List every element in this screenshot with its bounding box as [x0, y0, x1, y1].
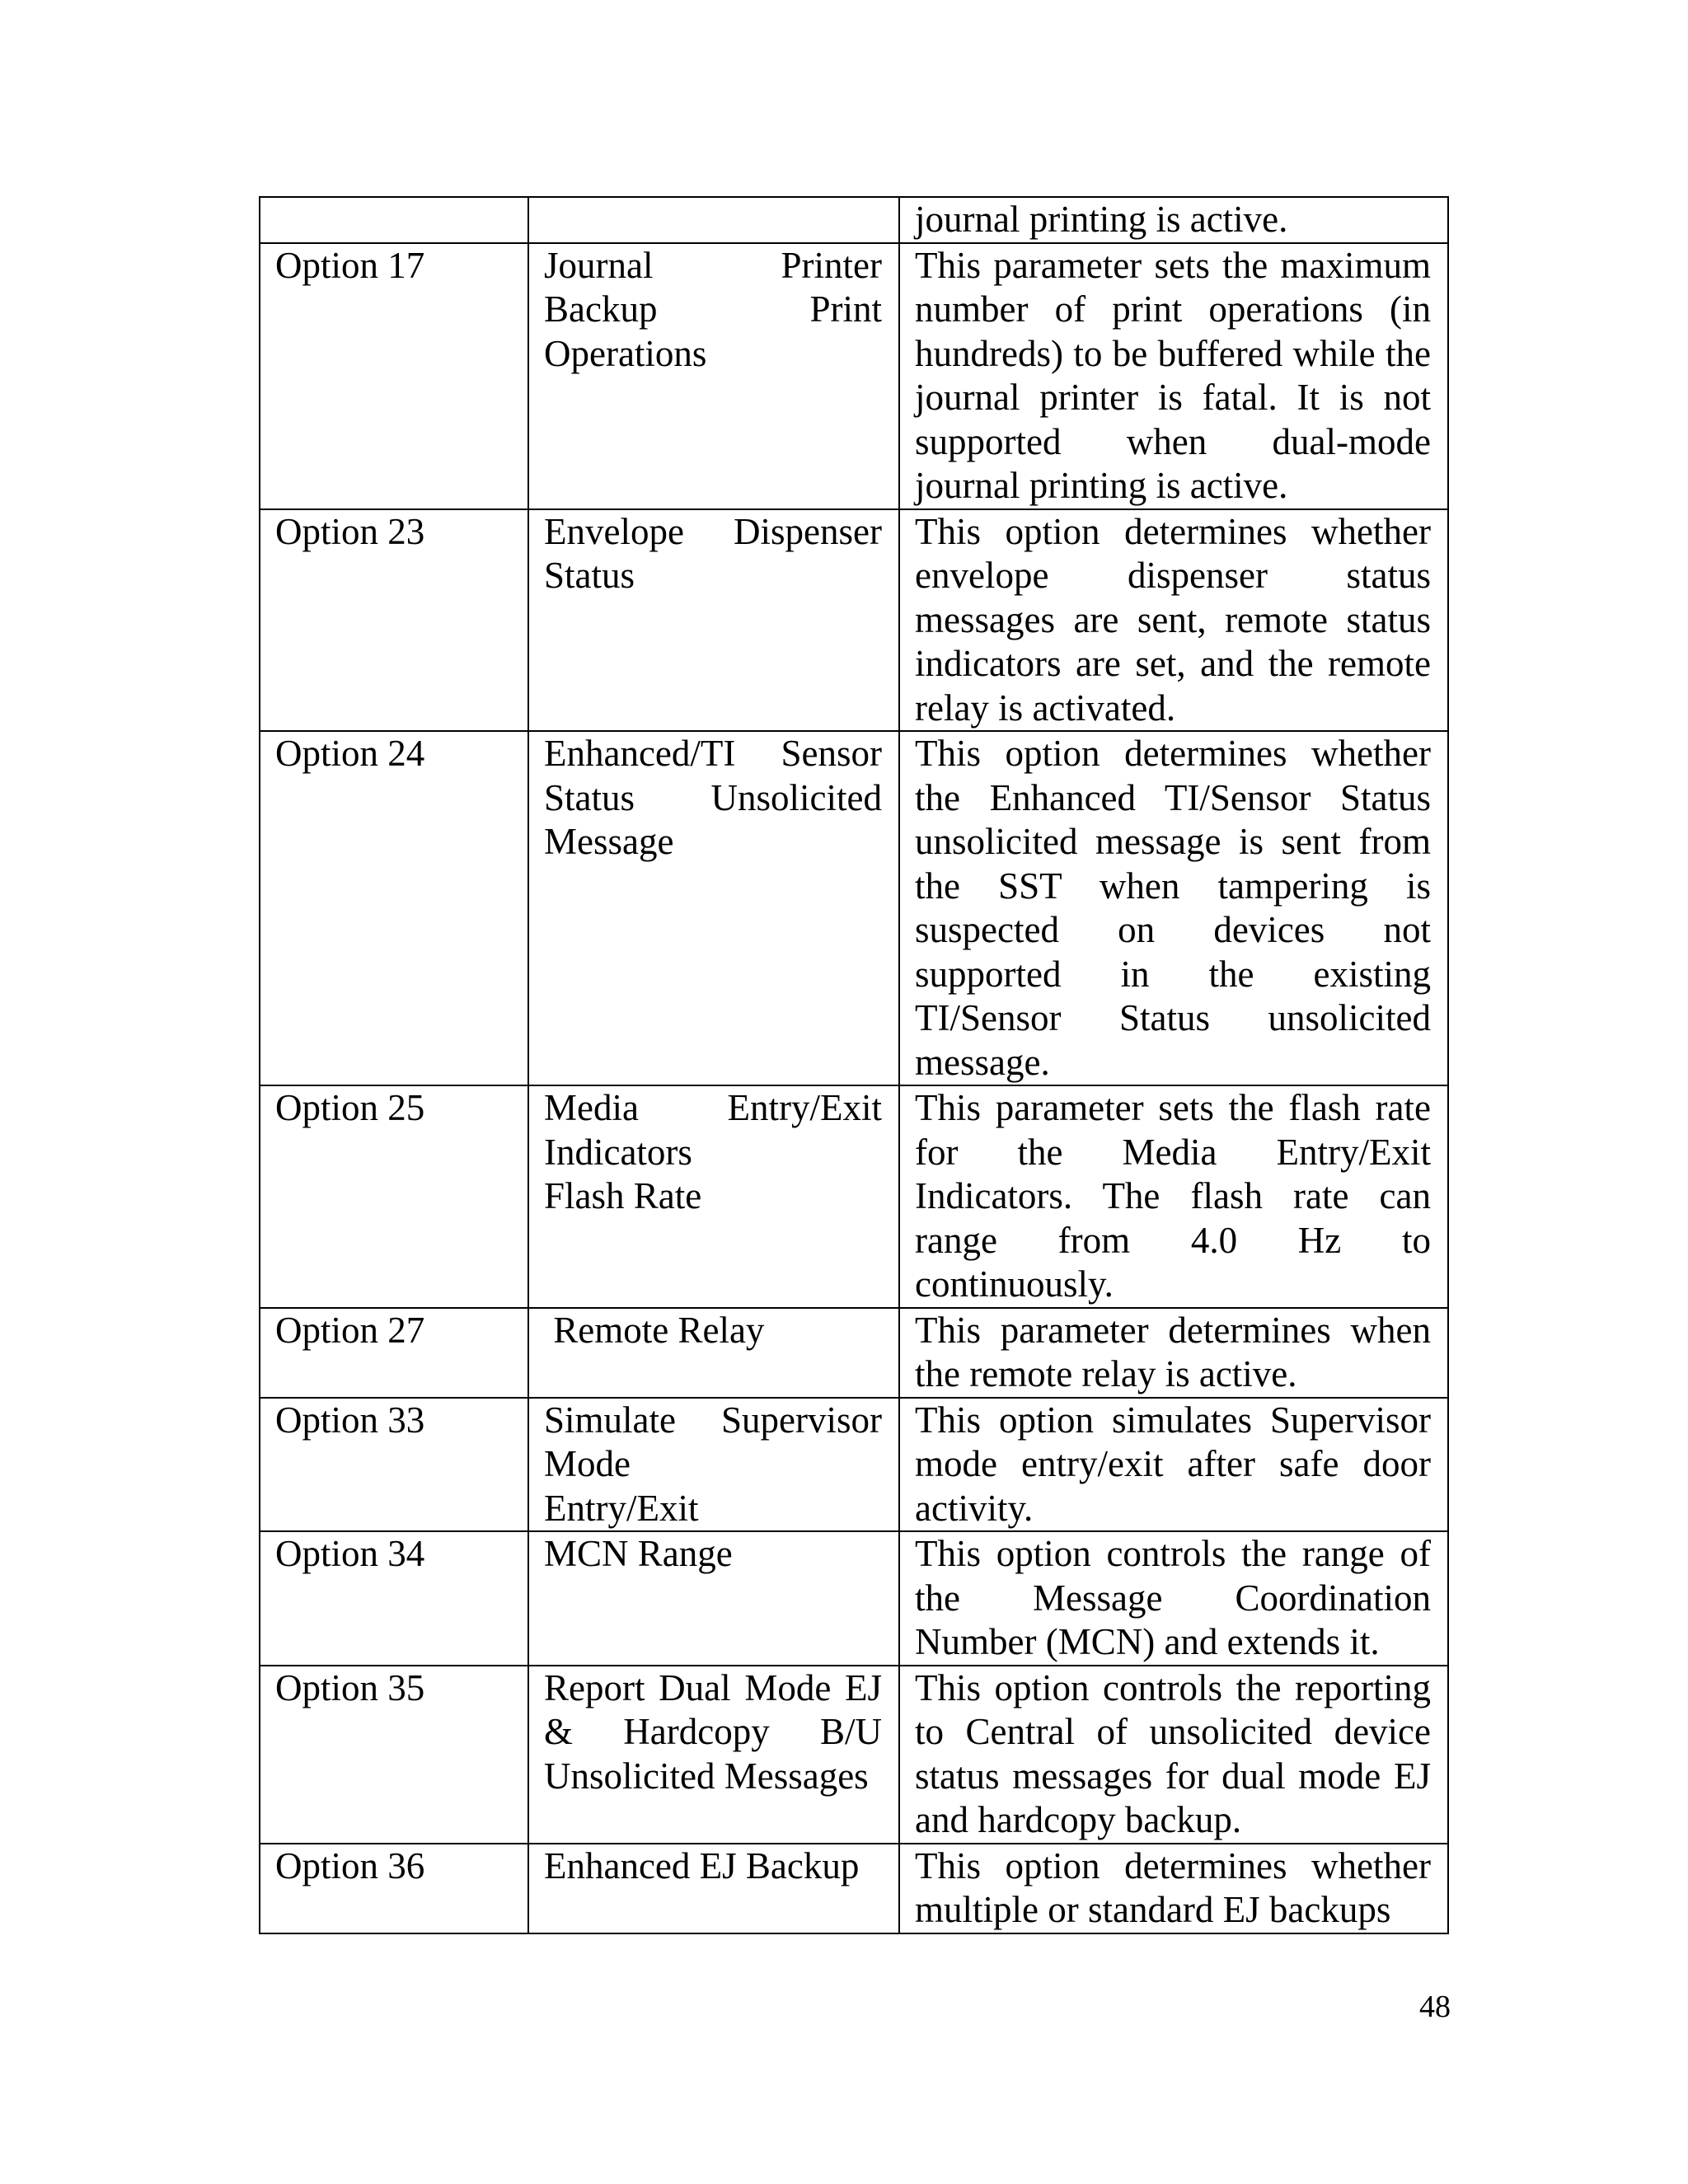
table-row	[260, 1531, 1448, 1666]
option-cell: Option 36	[260, 1844, 528, 1933]
option-name-cell	[528, 197, 899, 243]
option-name-cell: Enhanced/TI Sensor Status Unsolicited Message	[528, 731, 899, 1085]
option-name-line: Simulate Supervisor Mode	[544, 1399, 882, 1484]
option-description-cell: This option determines whether envelope dispenser status messages are sent, remote status indicators are set, and the remote relay is activated.	[899, 509, 1448, 732]
table-row	[260, 1398, 1448, 1532]
option-cell: Option 34	[260, 1531, 528, 1666]
option-cell: Option 23	[260, 509, 528, 732]
option-description-cell: This parameter determines when the remote relay is active.	[899, 1308, 1448, 1398]
option-description-cell: This option simulates Supervisor mode entry/exit after safe door activity.	[899, 1398, 1448, 1532]
option-cell: Option 25	[260, 1085, 528, 1308]
option-description-cell: This parameter sets the maximum number of print operations (in hundreds) to be buffered while the journal printer is fatal. It is not supported when dual-mode journal printing is active.	[899, 243, 1448, 509]
table-row	[260, 1308, 1448, 1398]
option-cell: Option 33	[260, 1398, 528, 1532]
option-cell: Option 17	[260, 243, 528, 509]
option-name-cell: Report Dual Mode EJ & Hardcopy B/U Unsolicited Messages	[528, 1666, 899, 1844]
option-name-line: Media Entry/Exit Indicators	[544, 1087, 882, 1173]
options-table	[259, 196, 1449, 1934]
option-cell: Option 24	[260, 731, 528, 1085]
option-description-cell: This parameter sets the flash rate for the Media Entry/Exit Indicators. The flash rate can range from 4.0 Hz to continuously.	[899, 1085, 1448, 1308]
table-row	[260, 1085, 1448, 1308]
option-name-cell	[528, 1085, 899, 1308]
table-row	[260, 1844, 1448, 1933]
option-name-cell: Remote Relay	[528, 1308, 899, 1398]
option-description-cell: This option controls the reporting to Central of unsolicited device status messages for dual mode EJ and hardcopy backup.	[899, 1666, 1448, 1844]
option-name-cell: Envelope Dispenser Status	[528, 509, 899, 732]
option-description-cell: This option determines whether multiple or standard EJ backups	[899, 1844, 1448, 1933]
option-name-cell	[528, 1398, 899, 1532]
option-cell: Option 27	[260, 1308, 528, 1398]
table-row	[260, 197, 1448, 243]
option-cell	[260, 197, 528, 243]
option-name-cell: Enhanced EJ Backup	[528, 1844, 899, 1933]
option-name-cell: Journal Printer Backup Print Operations	[528, 243, 899, 509]
table-row	[260, 1666, 1448, 1844]
page-number: 48	[1419, 1990, 1451, 2024]
option-cell: Option 35	[260, 1666, 528, 1844]
table-row	[260, 731, 1448, 1085]
option-description-cell: This option determines whether the Enhanced TI/Sensor Status unsolicited message is sent from the SST when tampering is suspected on devices not supported in the existing TI/Sensor Status unsolicited message.	[899, 731, 1448, 1085]
option-description-cell: This option controls the range of the Message Coordination Number (MCN) and extends it.	[899, 1531, 1448, 1666]
option-name-line: Flash Rate	[544, 1175, 702, 1216]
option-description-cell: journal printing is active.	[899, 197, 1448, 243]
option-name-line: Entry/Exit	[544, 1487, 699, 1529]
table-row	[260, 243, 1448, 509]
option-name-cell: MCN Range	[528, 1531, 899, 1666]
table-row	[260, 509, 1448, 732]
